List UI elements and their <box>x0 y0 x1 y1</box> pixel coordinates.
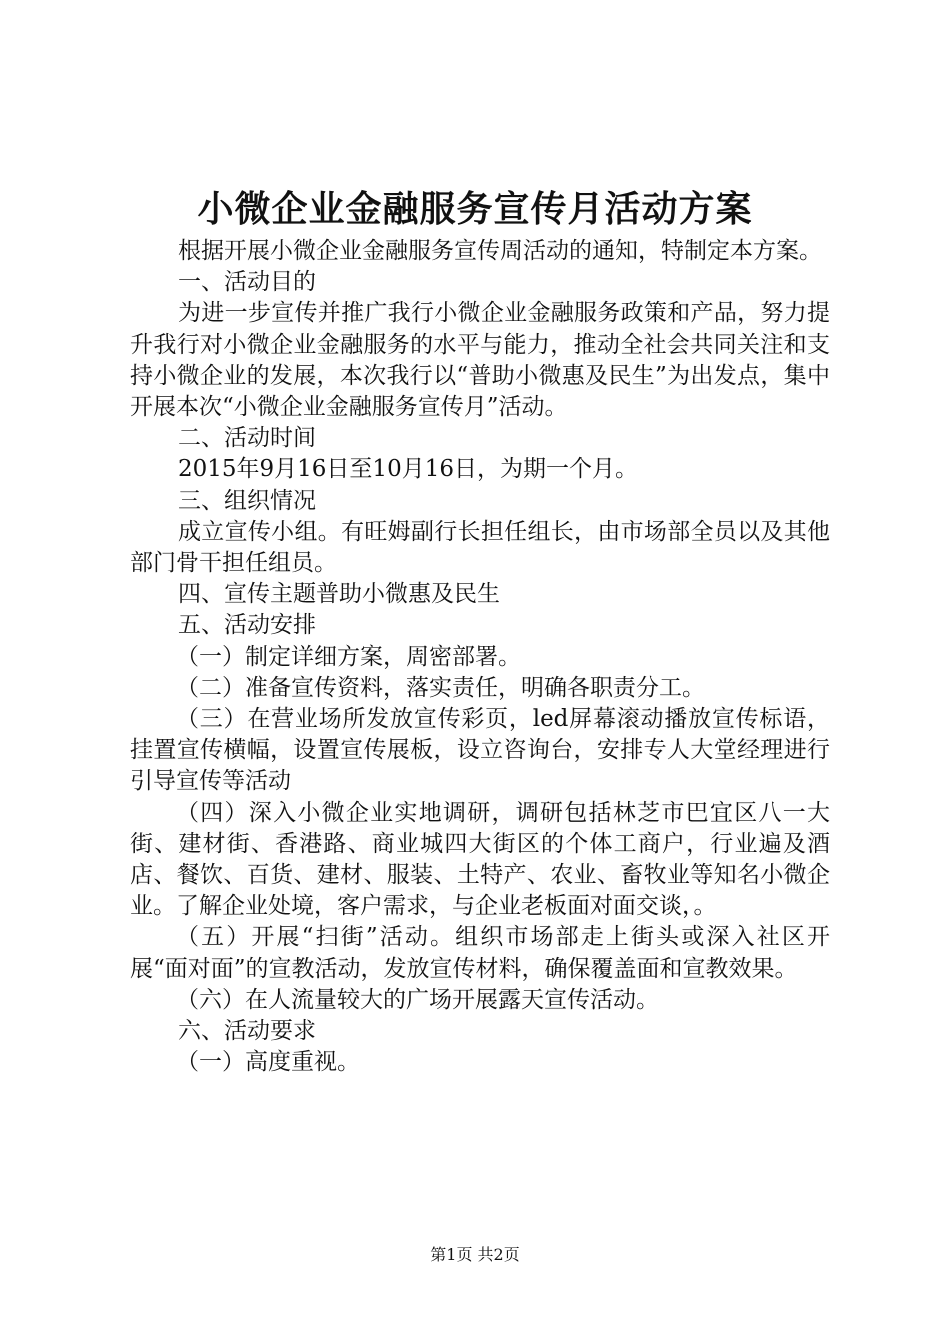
arrangement-item-3: （三）在营业场所发放宣传彩页，led屏幕滚动播放宣传标语，挂置宣传横幅，设置宣传展板，设立咨询台，安排专人大堂经理进行引导宣传等活动 <box>130 706 830 795</box>
heading-requirements: 六、活动要求 <box>178 1018 316 1045</box>
arrangement-item-6: （六）在人流量较大的广场开展露天宣传活动。 <box>176 986 659 1013</box>
heading-organization: 三、组织情况 <box>178 487 316 514</box>
arrangement-item-5: （五）开展“扫街”活动。组织市场部走上街头或深入社区开展“面对面”的宣教活动，发放宣传材料，确保覆盖面和宣教效果。 <box>130 924 830 982</box>
page-number-footer: 第1页 共2页 <box>430 1245 520 1264</box>
document-body <box>130 236 830 1078</box>
heading-arrangement: 五、活动安排 <box>178 612 316 639</box>
heading-time: 二、活动时间 <box>178 425 316 452</box>
arrangement-item-2: （二）准备宣传资料，落实责任，明确各职责分工。 <box>176 674 705 701</box>
heading-purpose: 一、活动目的 <box>178 269 316 296</box>
requirement-item-1: （一）高度重视。 <box>176 1049 360 1076</box>
document-title: 小微企业金融服务宣传月活动方案 <box>197 189 753 230</box>
paragraph-organization: 成立宣传小组。有旺姆副行长担任组长，由市场部全员以及其他部门骨干担任组员。 <box>130 518 830 577</box>
heading-theme: 四、宣传主题普助小微惠及民生 <box>178 581 500 608</box>
paragraph-time: 2015年9月16日至10月16日，为期一个月。 <box>178 456 638 483</box>
paragraph-purpose: 为进一步宣传并推广我行小微企业金融服务政策和产品，努力提升我行对小微企业金融服务的水平与能力，推动全社会共同关注和支持小微企业的发展，本次我行以“普助小微惠及民生”为出发点，集中开展本次“小微企业金融服务宣传月”活动。 <box>130 300 830 421</box>
arrangement-item-4: （四）深入小微企业实地调研，调研包括林芝市巴宜区八一大街、建材街、香港路、商业城四大街区的个体工商户，行业遍及酒店、餐饮、百货、建材、服装、土特产、农业、畜牧业等知名小微企业。了解企业处境，客户需求，与企业老板面对面交谈，。 <box>130 799 830 920</box>
arrangement-item-1: （一）制定详细方案，周密部署。 <box>176 643 521 670</box>
paragraph-intro: 根据开展小微企业金融服务宣传周活动的通知，特制定本方案。 <box>178 238 822 264</box>
